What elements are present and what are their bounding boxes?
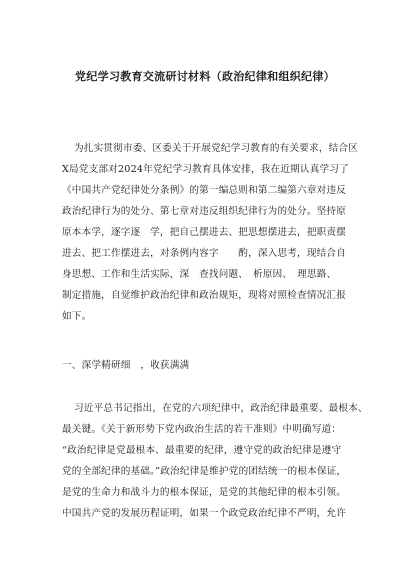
paragraph-line: 政治纪律行为的处分、第七章对违反组织纪律行为的处分。坚持原 — [62, 206, 347, 217]
document-title: 党纪学习教育交流研讨材料（政治纪律和组织纪律） — [75, 70, 335, 83]
paragraph-line: 党的全部纪律的基础。”政治纪律是维护党的团结统一的根本保证， — [62, 466, 347, 477]
paragraph-line: X局党支部对2024年党纪学习教育具体安排，我在近期认真学习了 — [62, 164, 349, 175]
section-heading: 一、深学精研细 ，收获满满 — [62, 360, 190, 371]
paragraph-line: 中国共产党的发展历程证明，如果一个政党政治纪律不严明，允许 — [62, 508, 347, 519]
paragraph-line: 是党的生命力和战斗力的根本保证，是党的其他纪律的根本引领。 — [62, 487, 347, 498]
paragraph-line: 《中国共产党纪律处分条例》的第一编总则和第二编第六章对违反 — [62, 185, 347, 196]
paragraph-line: 制定措施，自觉维护政治纪律和政治规矩，现将对照检查情况汇报 — [62, 290, 347, 301]
paragraph-line: 如下。 — [62, 311, 92, 322]
paragraph-line: 进去、把工作摆进去，对条例内容字 酌，深入思考，现结合自 — [62, 248, 347, 259]
paragraph-line: 身思想、工作和生活实际，深 查找问题、 析原因、 理思路、 — [62, 269, 337, 280]
paragraph-line: 为扎实贯彻市委、区委关于开展党纪学习教育的有关要求，结合区 — [74, 143, 359, 154]
paragraph-line: 习近平总书记指出，在党的六项纪律中，政治纪律最重要、最根本、 — [74, 403, 368, 414]
paragraph-line: 原本本学，逐字逐 学，把自己摆进去、把思想摆进去，把职责摆 — [62, 227, 347, 238]
paragraph-line: 最关键。《关于新形势下党内政治生活的若干准则》中明确写道： — [62, 424, 342, 435]
paragraph-line: “政治纪律是党最根本、最重要的纪律，遵守党的政治纪律是遵守 — [62, 445, 342, 456]
